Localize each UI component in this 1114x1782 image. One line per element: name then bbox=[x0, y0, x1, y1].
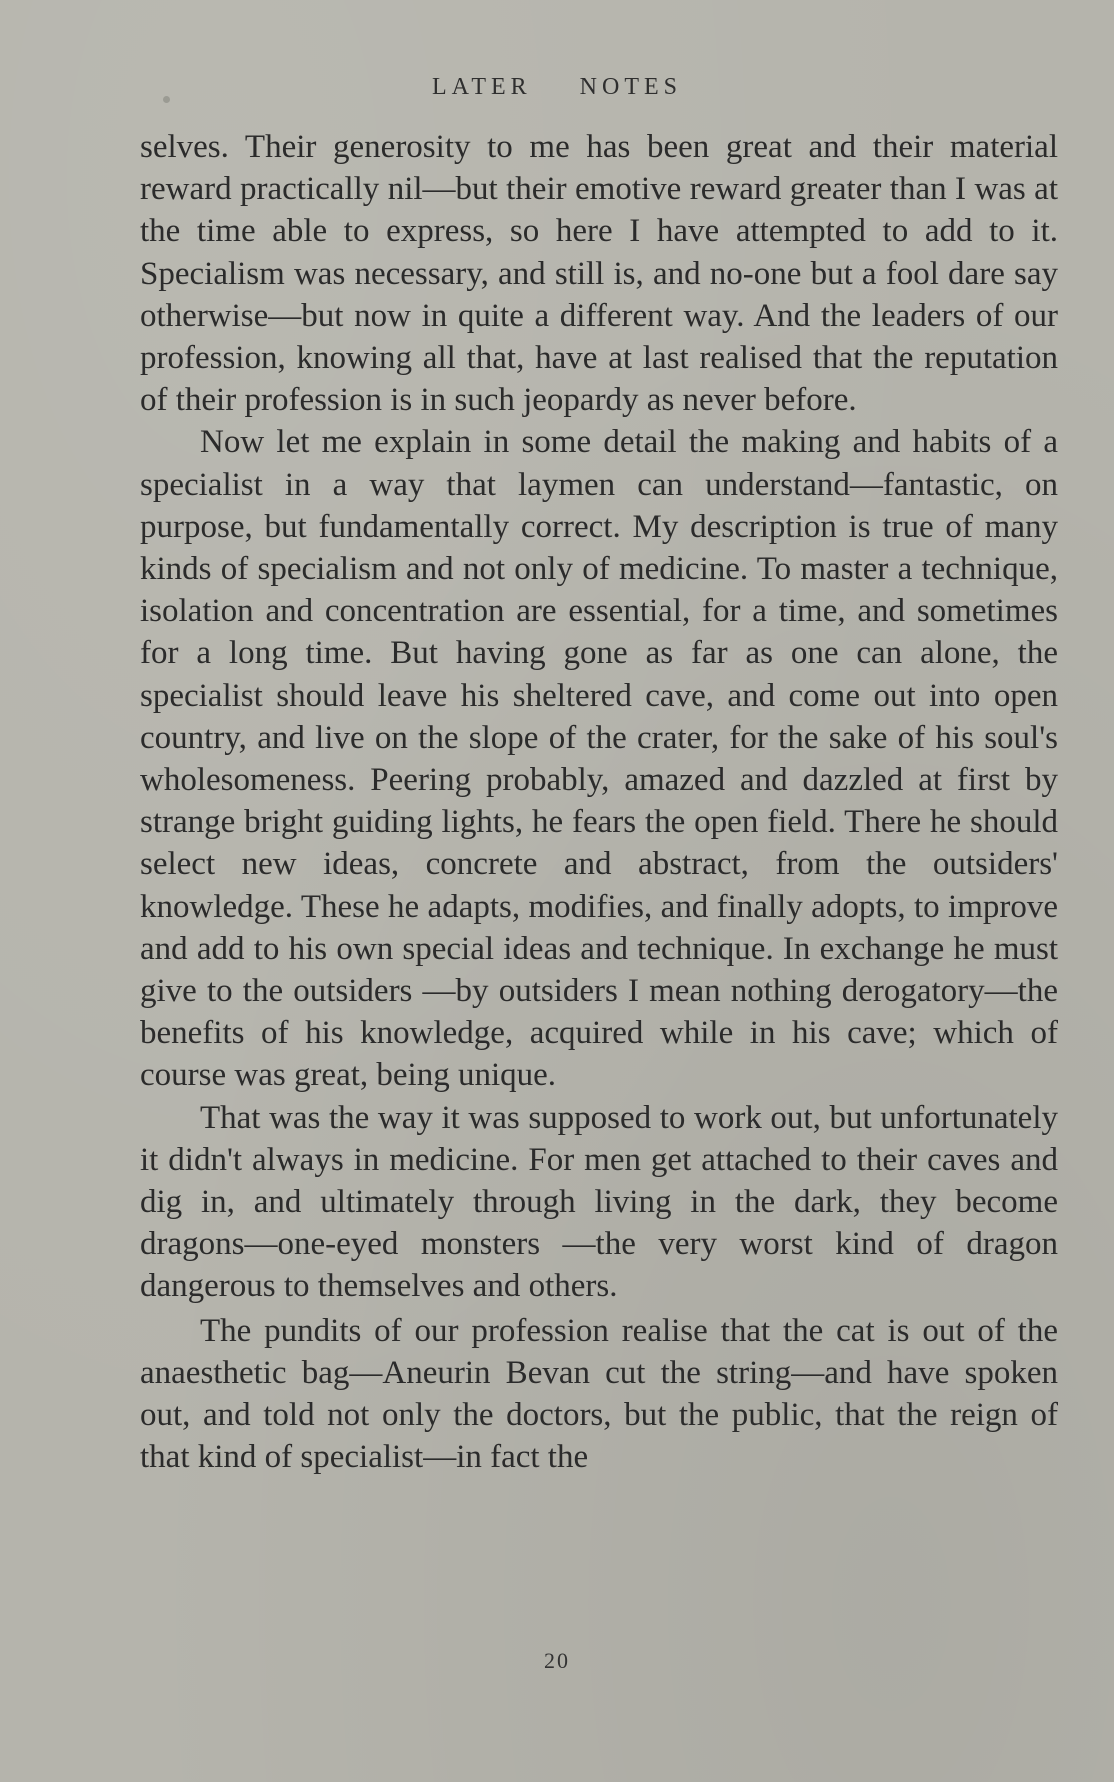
running-header-word-2: NOTES bbox=[579, 74, 682, 100]
paragraph-3: That was the way it was supposed to work out, but unfortunately it didn't always in medicine. For men get attached to their caves and dig in, and ultimately through living in the dark, they become dragons—one-eyed monsters —the very worst kind of dragon dangerous to themselves and others. bbox=[140, 1099, 1058, 1305]
paragraph-1: selves. Their generosity to me has been great and their material reward practically nil—but their emotive reward greater than I was at the time able to express, so here I have attempted to add to it. Specialism was necessary, and still is, and no-one but a fool dare say otherwise—but now in quite a different way. And the leaders of our profession, knowing all that, have at last realised that the reputation of their profession is in such jeopardy as never before. bbox=[140, 129, 1058, 419]
running-header bbox=[0, 74, 1114, 101]
paragraph-2: Now let me explain in some detail the making and habits of a specialist in a way that laymen can understand—fantastic, on purpose, but fundamentally correct. My description is true of many kinds of specialism and not only of medicine. To master a technique, isolation and concentration are essential, for a time, and sometimes for a long time. But having gone as far as one can alone, the specialist should leave his sheltered cave, and come out into open country, and live on the slope of the crater, for the sake of his soul's wholesomeness. Peering probably, amazed and dazzled at first by strange bright guiding lights, he fears the open field. There he should select new ideas, concrete and abstract, from the outsiders' knowledge. These he adapts, modifies, and finally adopts, to improve and add to his own special ideas and technique. In exchange he must give to the outsiders —by outsiders I mean nothing derogatory—the benefits of his knowledge, acquired while in his cave; which of course was great, being unique. bbox=[140, 424, 1058, 1094]
body-text bbox=[140, 126, 1058, 1479]
page-number: 20 bbox=[544, 1648, 570, 1673]
running-header-word-1: LATER bbox=[431, 74, 532, 100]
paragraph-4: The pundits of our profession realise that the cat is out of the anaesthetic bag—Aneurin Bevan cut the string—and have spoken out, and told not only the doctors, but the public, that the reign of that kind of specialist—in fact the bbox=[140, 1312, 1058, 1476]
